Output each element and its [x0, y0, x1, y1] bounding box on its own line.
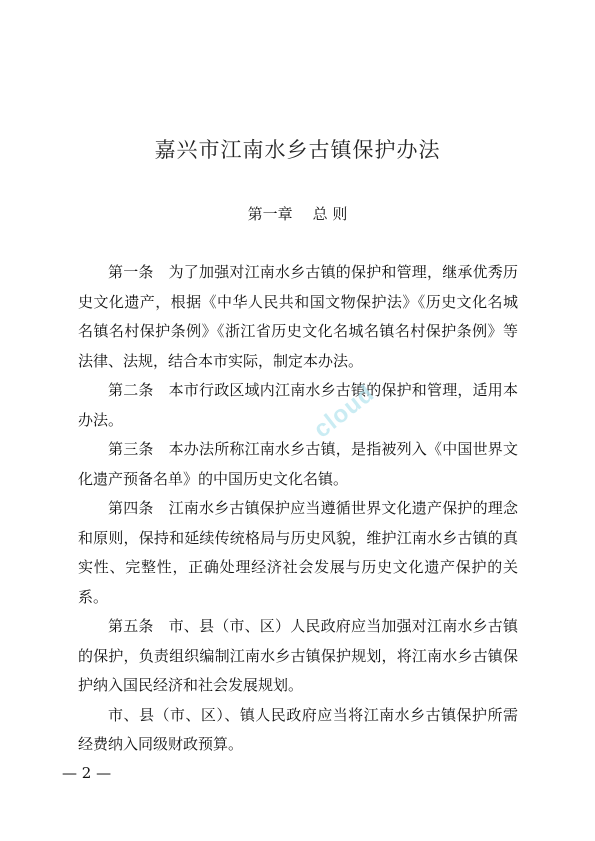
article-text: 江南水乡古镇保护应当遵循世界文化遗产保护的理念和原则，保持和延续传统格局与历史风貌，维护江南水乡古镇的真实性、完整性，正确处理经济社会发展与历史文化遗产保护的关系。 — [78, 499, 518, 606]
article-number: 第四条 — [108, 499, 154, 517]
continuation-paragraph — [78, 701, 518, 760]
article-paragraph — [78, 376, 518, 435]
article-text: 为了加强对江南水乡古镇的保护和管理，继承优秀历史文化遗产，根据《中华人民共和国文物保护法》《历史文化名城名镇名村保护条例》《浙江省历史文化名城名镇名村保护条例》等法律、法规，结合本市实际，制定本办法。 — [78, 263, 518, 370]
article-paragraph — [78, 612, 518, 701]
article-text: 本办法所称江南水乡古镇，是指被列入《中国世界文化遗产预备名单》的中国历史文化名镇。 — [78, 440, 518, 488]
page-number: — 2 — — [62, 764, 112, 782]
chapter-heading — [0, 203, 595, 224]
article-paragraph — [78, 258, 518, 376]
article-number: 第一条 — [108, 263, 154, 281]
cloud-watermark: cloud — [308, 379, 380, 444]
article-number: 第五条 — [108, 617, 154, 635]
chapter-name: 总 则 — [312, 205, 348, 223]
article-text: 本市行政区域内江南水乡古镇的保护和管理，适用本办法。 — [78, 381, 518, 429]
article-number: 第二条 — [108, 381, 154, 399]
chapter-number: 第一章 — [247, 205, 293, 223]
paragraph-text: 市、县（市、区）、镇人民政府应当将江南水乡古镇保护所需经费纳入同级财政预算。 — [78, 705, 518, 753]
article-number: 第三条 — [108, 440, 154, 458]
article-paragraph — [78, 435, 518, 494]
article-text: 市、县（市、区）人民政府应当加强对江南水乡古镇的保护，负责组织编制江南水乡古镇保护规划，将江南水乡古镇保护纳入国民经济和社会发展规划。 — [78, 617, 518, 694]
article-paragraph — [78, 494, 518, 612]
document-title: 嘉兴市江南水乡古镇保护办法 — [154, 138, 441, 162]
document-body — [78, 258, 518, 760]
